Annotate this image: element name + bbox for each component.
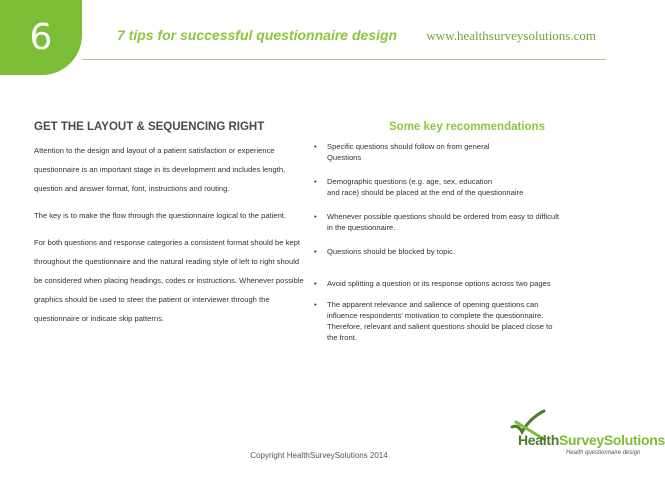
list-item [314,299,614,343]
header-divider [82,59,606,60]
logo-wordmark [518,432,665,448]
company-logo[interactable] [492,408,665,472]
paragraph-flow: The key is to make the flow through the questionnaire logical to the patient. [34,211,287,220]
logo-wordmark-part1: Health [518,432,559,448]
recommendations-section [314,121,614,343]
list-item [314,141,614,163]
list-item-text: in the questionnaire. [327,223,396,232]
list-item [314,211,614,233]
website-url[interactable]: www.healthsurveysolutions.com [426,28,596,43]
layout-section [34,121,304,336]
list-item-text: the front. [327,333,357,342]
list-item-text: Avoid splitting a question or its response options across two pages [327,279,551,288]
logo-tagline: Health questionnaire design [566,450,641,456]
list-item [314,246,614,257]
bullet-icon: • [314,247,317,256]
bullet-icon: • [314,300,317,309]
copyright-footer: Copyright HealthSurveySolutions 2014 [250,451,388,460]
list-item-text: Questions [327,153,362,162]
bullet-icon: • [314,177,317,186]
list-item [314,176,614,198]
bullet-icon: • [314,279,317,288]
list-item-text: Whenever possible questions should be ordered from easy to difficult [327,212,560,221]
recommendations-list [314,141,614,343]
section-heading: GET THE LAYOUT & SEQUENCING RIGHT [34,121,265,133]
list-item-text: influence respondents' motivation to complete the questionnaire. [327,311,544,320]
bullet-icon: • [314,142,317,151]
recommendations-heading: Some key recommendations [389,121,545,133]
list-item [314,278,614,289]
list-item-text: The apparent relevance and salience of opening questions can [327,300,539,309]
list-item-text: Specific questions should follow on from general [327,142,490,151]
paragraph-format: For both questions and response categories a consistent format should be kept throughout the questionnaire and the natural reading style of left to right should be considered when placing headings, codes or instructions. Whenever possible graphics should be used to steer the patient or interviewer through the questionnaire or indicate skip patterns. [34,238,304,323]
slide-number-badge: 6 [0,0,82,75]
bullet-icon: • [314,212,317,221]
page-title: 7 tips for successful questionnaire design [117,27,398,43]
list-item-text: and race) should be placed at the end of the questionnaire [327,188,524,197]
paragraph-intro: Attention to the design and layout of a patient satisfaction or experience questionnaire is an important stage in its development and includes length, question and answer format, font, instructions and routing. [34,146,286,193]
list-item-text: Demographic questions (e.g. age, sex, education [327,177,493,186]
list-item-text: Questions should be blocked by topic. [327,247,455,256]
list-item-text: Therefore, relevant and salient questions should be placed close to [327,322,553,331]
logo-wordmark-part2: SurveySolutions [559,432,665,448]
